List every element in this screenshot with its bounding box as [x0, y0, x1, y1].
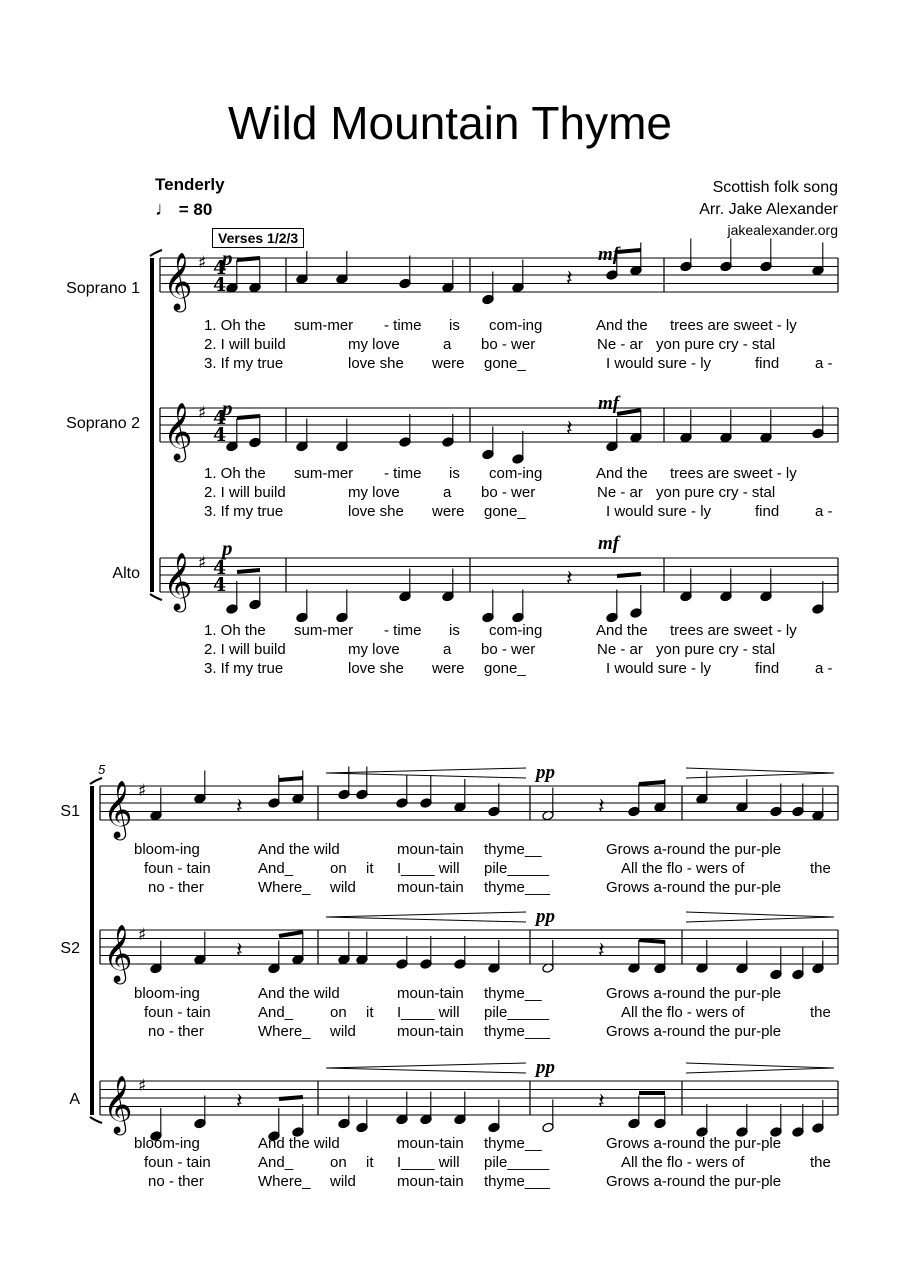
lyric-syllable: the — [810, 860, 831, 877]
lyric-syllable: bo - wer — [481, 641, 536, 658]
lyric-syllable: moun-tain — [397, 841, 464, 858]
lyric-syllable: And the wild — [258, 1135, 340, 1152]
tempo-word: Tenderly — [155, 175, 225, 194]
lyric-syllable: no - ther — [148, 879, 204, 896]
time-signature-numerator: 4 — [213, 557, 227, 579]
lyric-syllable: love she — [348, 503, 404, 520]
lyric-syllable: on — [330, 1154, 347, 1171]
lyric-syllable: Where_ — [258, 1173, 311, 1190]
lyric-syllable: 3. If my true — [204, 503, 284, 520]
lyric-syllable: 2. I will build — [204, 641, 286, 658]
key-signature-sharp-icon: ♯ — [138, 1076, 147, 1096]
quarter-rest-icon: 𝄽 — [598, 794, 605, 820]
lyric-syllable: on — [330, 1004, 347, 1021]
lyric-syllable: And the — [596, 465, 648, 482]
lyric-syllable: 1. Oh the — [204, 465, 266, 482]
lyric-syllable: 2. I will build — [204, 484, 286, 501]
lyric-syllable: Ne - ar — [597, 641, 643, 658]
time-signature-numerator: 4 — [213, 257, 227, 279]
tempo-marking — [155, 199, 212, 221]
dynamic-mf: mf — [598, 244, 620, 265]
credit-arranger: Arr. Jake Alexander — [699, 201, 838, 218]
lyric-syllable: Grows a-round the pur-ple — [606, 1173, 782, 1190]
lyric-syllable: - time — [384, 465, 422, 482]
lyric-syllable: it — [366, 860, 374, 877]
lyric-syllable: bloom-ing — [134, 841, 200, 858]
treble-clef-icon: 𝄞 — [103, 1075, 133, 1133]
note-beam — [279, 778, 303, 780]
key-signature-sharp-icon: ♯ — [198, 253, 207, 273]
lyric-syllable: I____ will — [397, 1154, 460, 1171]
lyric-syllable: it — [366, 1004, 374, 1021]
treble-clef-icon: 𝄞 — [163, 252, 193, 310]
note-beam — [237, 416, 260, 418]
lyric-syllable: And the wild — [258, 841, 340, 858]
system-bracket-bottom — [90, 1117, 102, 1123]
quarter-rest-icon: 𝄽 — [236, 938, 243, 964]
time-signature-denominator: 4 — [213, 574, 227, 596]
quarter-rest-icon: 𝄽 — [598, 938, 605, 964]
lyric-syllable: a — [443, 336, 452, 353]
lyric-syllable: gone_ — [484, 503, 526, 520]
lyric-syllable: 2. I will build — [204, 336, 286, 353]
lyric-syllable: find — [755, 660, 780, 677]
dynamic-p: p — [222, 396, 233, 420]
lyric-syllable: is — [449, 465, 460, 482]
key-signature-sharp-icon: ♯ — [198, 553, 207, 573]
quarter-rest-icon: 𝄽 — [566, 266, 573, 292]
time-signature-numerator: 4 — [213, 407, 227, 429]
verses-label: Verses 1/2/3 — [212, 228, 304, 248]
lyric-syllable: All the flo - wers of — [621, 1004, 745, 1021]
lyric-syllable: Grows a-round the pur-ple — [606, 1135, 782, 1152]
lyric-syllable: 3. If my true — [204, 355, 284, 372]
lyric-syllable: I would sure - ly — [606, 355, 712, 372]
lyric-syllable: And the — [596, 317, 648, 334]
lyric-syllable: And the — [596, 622, 648, 639]
lyric-syllable: pile_____ — [484, 1154, 550, 1171]
key-signature-sharp-icon: ♯ — [198, 403, 207, 423]
lyric-syllable: All the flo - wers of — [621, 860, 745, 877]
quarter-rest-icon: 𝄽 — [236, 1089, 243, 1115]
lyric-syllable: a - — [815, 660, 833, 677]
lyric-syllable: bloom-ing — [134, 985, 200, 1002]
lyric-syllable: is — [449, 317, 460, 334]
part-label-s2: S2 — [60, 940, 80, 957]
part-label-soprano-2: Soprano 2 — [66, 415, 140, 432]
lyric-syllable: Where_ — [258, 1023, 311, 1040]
lyric-syllable: on — [330, 860, 347, 877]
note-beam — [237, 258, 260, 260]
quarter-rest-icon: 𝄽 — [566, 566, 573, 592]
lyric-syllable: 1. Oh the — [204, 622, 266, 639]
dynamic-p: p — [222, 536, 233, 560]
lyric-syllable: thyme__ — [484, 841, 542, 858]
lyric-syllable: were — [432, 503, 465, 520]
note-beam — [617, 410, 641, 414]
lyric-syllable: bo - wer — [481, 336, 536, 353]
lyric-syllable: yon pure cry - stal — [656, 336, 776, 353]
lyric-syllable: pile_____ — [484, 1004, 550, 1021]
time-signature-denominator: 4 — [213, 424, 227, 446]
lyric-syllable: a - — [815, 503, 833, 520]
dynamic-pp: pp — [536, 906, 555, 927]
lyric-syllable: no - ther — [148, 1173, 204, 1190]
lyric-syllable: it — [366, 1154, 374, 1171]
note-beam — [639, 940, 665, 942]
lyric-syllable: the — [810, 1154, 831, 1171]
decrescendo-hairpin — [686, 912, 834, 922]
tempo-bpm: = 80 — [178, 200, 213, 219]
lyric-syllable: thyme__ — [484, 1135, 542, 1152]
lyric-syllable: 3. If my true — [204, 660, 284, 677]
quarter-note-icon: ♩ — [155, 199, 174, 220]
decrescendo-hairpin — [686, 1063, 834, 1073]
note-beam — [617, 574, 641, 576]
note-beam — [639, 782, 665, 784]
lyric-syllable: Grows a-round the pur-ple — [606, 985, 782, 1002]
lyric-syllable: I would sure - ly — [606, 503, 712, 520]
part-label-s1: S1 — [60, 803, 80, 820]
crescendo-hairpin — [326, 1063, 526, 1073]
lyric-syllable: trees are sweet - ly — [670, 317, 797, 334]
lyric-syllable: find — [755, 503, 780, 520]
lyric-syllable: yon pure cry - stal — [656, 641, 776, 658]
lyric-syllable: gone_ — [484, 355, 526, 372]
lyric-syllable: foun - tain — [144, 1154, 211, 1171]
key-signature-sharp-icon: ♯ — [138, 925, 147, 945]
note-beam — [279, 932, 303, 936]
lyric-syllable: - time — [384, 317, 422, 334]
lyric-syllable: I would sure - ly — [606, 660, 712, 677]
lyric-syllable: love she — [348, 355, 404, 372]
lyric-syllable: Ne - ar — [597, 336, 643, 353]
lyric-syllable: a - — [815, 355, 833, 372]
measure-number: 5 — [98, 762, 106, 777]
part-label-a: A — [69, 1091, 80, 1108]
dynamic-pp: pp — [536, 762, 555, 783]
lyric-syllable: thyme__ — [484, 985, 542, 1002]
lyric-syllable: wild — [330, 879, 356, 896]
part-label-alto: Alto — [112, 565, 140, 582]
credit-origin: Scottish folk song — [712, 179, 838, 196]
lyric-syllable: foun - tain — [144, 860, 211, 877]
lyric-syllable: my love — [348, 641, 400, 658]
lyric-syllable: the — [810, 1004, 831, 1021]
lyric-syllable: were — [432, 660, 465, 677]
lyric-syllable: a — [443, 641, 452, 658]
lyric-syllable: pile_____ — [484, 860, 550, 877]
lyric-syllable: Ne - ar — [597, 484, 643, 501]
lyric-syllable: is — [449, 622, 460, 639]
lyric-syllable: Grows a-round the pur-ple — [606, 879, 782, 896]
lyric-syllable: sum-mer — [294, 317, 354, 334]
lyric-syllable: moun-tain — [397, 1135, 464, 1152]
time-signature-denominator: 4 — [213, 274, 227, 296]
lyric-syllable: wild — [330, 1023, 356, 1040]
lyric-syllable: All the flo - wers of — [621, 1154, 745, 1171]
key-signature-sharp-icon: ♯ — [138, 781, 147, 801]
lyric-syllable: 1. Oh the — [204, 317, 266, 334]
dynamic-mf: mf — [598, 393, 620, 414]
lyric-syllable: gone_ — [484, 660, 526, 677]
lyric-syllable: moun-tain — [397, 985, 464, 1002]
lyric-syllable: - time — [384, 622, 422, 639]
lyric-syllable: trees are sweet - ly — [670, 465, 797, 482]
treble-clef-icon: 𝄞 — [163, 402, 193, 460]
dynamic-pp: pp — [536, 1057, 555, 1078]
part-label-soprano-1: Soprano 1 — [66, 280, 140, 297]
lyric-syllable: I____ will — [397, 860, 460, 877]
lyric-syllable: And_ — [258, 1154, 294, 1171]
quarter-rest-icon: 𝄽 — [236, 794, 243, 820]
treble-clef-icon: 𝄞 — [103, 780, 133, 838]
page-title: Wild Mountain Thyme — [228, 97, 672, 149]
note-beam — [237, 570, 260, 572]
lyric-syllable: a — [443, 484, 452, 501]
lyric-syllable: trees are sweet - ly — [670, 622, 797, 639]
lyric-syllable: were — [432, 355, 465, 372]
treble-clef-icon: 𝄞 — [103, 924, 133, 982]
lyric-syllable: moun-tain — [397, 1173, 464, 1190]
lyric-syllable: foun - tain — [144, 1004, 211, 1021]
lyric-syllable: bloom-ing — [134, 1135, 200, 1152]
lyric-syllable: thyme___ — [484, 1173, 550, 1190]
treble-clef-icon: 𝄞 — [163, 552, 193, 610]
lyric-syllable: thyme___ — [484, 1023, 550, 1040]
lyric-syllable: Where_ — [258, 879, 311, 896]
lyric-syllable: And_ — [258, 860, 294, 877]
lyric-syllable: sum-mer — [294, 622, 354, 639]
lyric-syllable: Grows a-round the pur-ple — [606, 841, 782, 858]
lyric-syllable: com-ing — [489, 622, 543, 639]
lyric-syllable: my love — [348, 484, 400, 501]
lyric-syllable: yon pure cry - stal — [656, 484, 776, 501]
lyric-syllable: my love — [348, 336, 400, 353]
note-beam — [279, 1097, 303, 1099]
crescendo-hairpin — [326, 768, 526, 778]
dynamic-p: p — [222, 246, 233, 270]
lyric-syllable: And_ — [258, 1004, 294, 1021]
quarter-rest-icon: 𝄽 — [598, 1089, 605, 1115]
quarter-rest-icon: 𝄽 — [566, 416, 573, 442]
system-bracket-bottom — [150, 594, 162, 600]
lyric-syllable: And the wild — [258, 985, 340, 1002]
lyric-syllable: I____ will — [397, 1004, 460, 1021]
dynamic-mf: mf — [598, 533, 620, 554]
lyric-syllable: moun-tain — [397, 1023, 464, 1040]
system-bracket-top — [150, 250, 162, 256]
lyric-syllable: sum-mer — [294, 465, 354, 482]
crescendo-hairpin — [326, 912, 526, 922]
lyric-syllable: love she — [348, 660, 404, 677]
lyric-syllable: bo - wer — [481, 484, 536, 501]
lyric-syllable: Grows a-round the pur-ple — [606, 1023, 782, 1040]
system-bracket-top — [90, 778, 102, 784]
decrescendo-hairpin — [686, 768, 834, 778]
lyric-syllable: no - ther — [148, 1023, 204, 1040]
lyric-syllable: wild — [330, 1173, 356, 1190]
lyric-syllable: com-ing — [489, 317, 543, 334]
credit-website: jakealexander.org — [727, 222, 838, 238]
note-beam — [617, 250, 641, 252]
lyric-syllable: com-ing — [489, 465, 543, 482]
lyric-syllable: find — [755, 355, 780, 372]
lyric-syllable: thyme___ — [484, 879, 550, 896]
lyric-syllable: moun-tain — [397, 879, 464, 896]
